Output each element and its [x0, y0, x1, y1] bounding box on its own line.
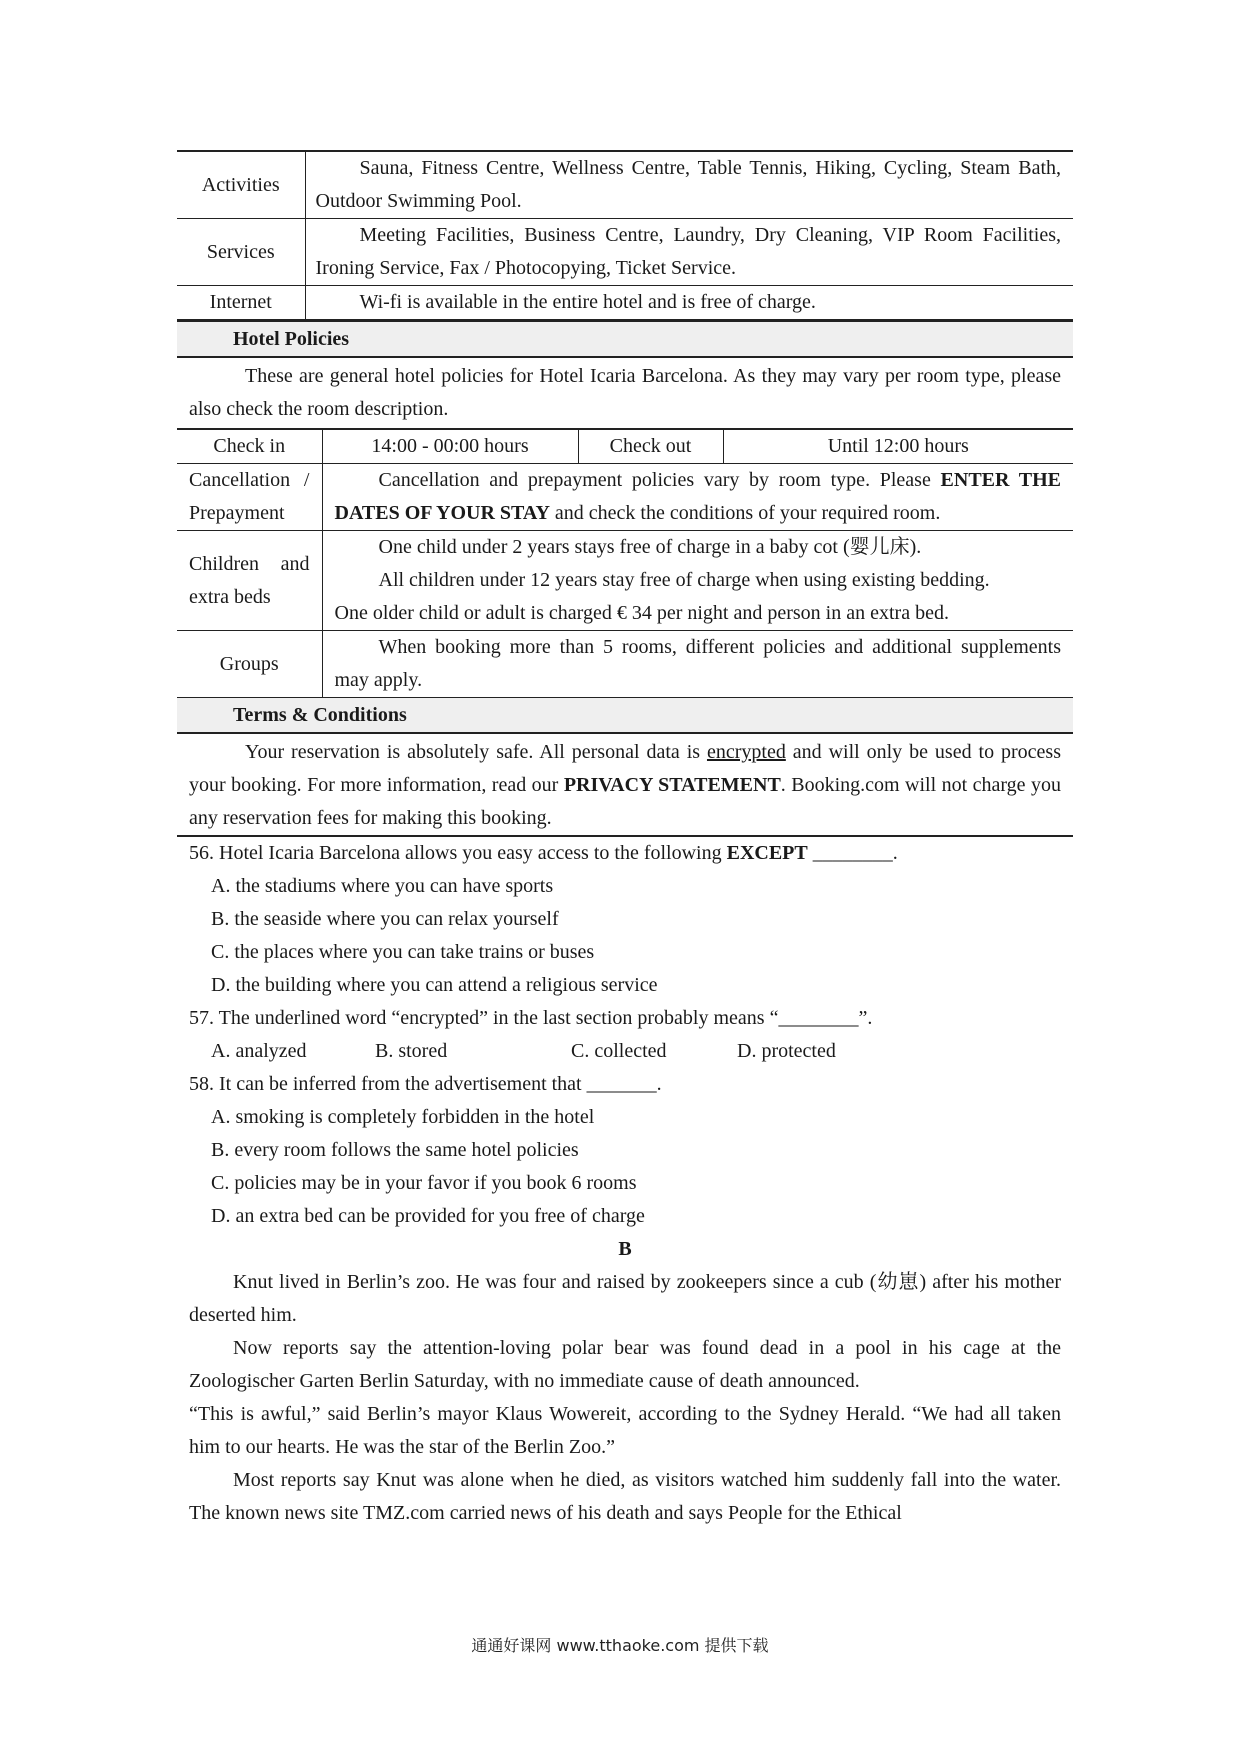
table-row [177, 219, 1073, 286]
cancellation-text: and check the conditions of your required room. [549, 502, 941, 524]
enter-dates-link[interactable]: ENTER THE DATES OF YOUR STAY [334, 469, 1061, 524]
terms-heading: Terms & Conditions [177, 698, 1073, 734]
question-stem: 56. Hotel Icaria Barcelona allows you easy access to the following [189, 842, 727, 864]
children-value [322, 531, 1073, 631]
groups-text: When booking more than 5 rooms, different policies and additional supplements may apply. [334, 636, 1061, 691]
option: B. stored [375, 1040, 448, 1062]
hotel-policies-intro: These are general hotel policies for Hotel Icaria Barcelona. As they may vary per room type, please also check the room description. [189, 365, 1061, 420]
check-out-label: Check out [578, 429, 723, 464]
option: C. policies may be in your favor if you book 6 rooms [211, 1172, 637, 1194]
passage-paragraph: Knut lived in Berlin’s zoo. He was four and raised by zookeepers since a cub (幼崽) after his mother deserted him. [189, 1271, 1061, 1326]
question-56 [189, 837, 1073, 870]
passage-heading: B [618, 1238, 632, 1260]
children-line: One child under 2 years stays free of charge in a baby cot (婴儿床). [378, 536, 922, 558]
check-in-value: 14:00 - 00:00 hours [322, 429, 578, 464]
groups-label: Groups [177, 631, 322, 698]
page-footer: 通通好课网 www.tthaoke.com 提供下载 [471, 1636, 769, 1655]
hotel-policies-heading: Hotel Policies [177, 320, 1073, 358]
facility-label: Services [177, 219, 305, 286]
cancellation-value [322, 464, 1073, 531]
children-line: All children under 12 years stay free of charge when using existing bedding. [378, 569, 990, 591]
table-row [177, 151, 1073, 219]
table-row [177, 464, 1073, 531]
option: A. analyzed [211, 1040, 307, 1062]
check-out-value: Until 12:00 hours [723, 429, 1073, 464]
option: D. an extra bed can be provided for you free of charge [211, 1205, 645, 1227]
option: A. the stadiums where you can have sports [211, 875, 554, 897]
passage-paragraph: “This is awful,” said Berlin’s mayor Klaus Wowereit, according to the Sydney Herald. “We had all taken him to our hearts. He was the star of the Berlin Zoo.” [189, 1403, 1061, 1458]
option: B. every room follows the same hotel policies [211, 1139, 579, 1161]
policies-table [177, 428, 1073, 698]
facility-label: Internet [177, 286, 305, 320]
option: D. protected [737, 1040, 836, 1062]
check-in-label: Check in [177, 429, 322, 464]
option: B. the seaside where you can relax yourself [211, 908, 559, 930]
facility-value: Meeting Facilities, Business Centre, Laundry, Dry Cleaning, VIP Room Facilities, Ironing Service, Fax / Photocopying, Ticket Service. [305, 219, 1073, 286]
groups-value [322, 631, 1073, 698]
passage-paragraph: Most reports say Knut was alone when he died, as visitors watched him suddenly fall into the water. The known news site TMZ.com carried news of his death and says People for the Ethical [189, 1469, 1061, 1524]
exam-page [177, 150, 1073, 1530]
terms-text-part: . Booking.com will not charge you any reservation fees for making this booking. [189, 774, 1062, 829]
question-57: 57. The underlined word “encrypted” in the last section probably means “________”. [189, 1007, 873, 1029]
children-label: Children and extra beds [177, 531, 322, 631]
facility-label: Activities [177, 151, 305, 219]
cancellation-text: Cancellation and prepayment policies vary by room type. Please [378, 469, 941, 491]
terms-text-part: and will only be used to process your booking. For more information, read our [189, 741, 1061, 796]
facility-value: Wi-fi is available in the entire hotel and is free of charge. [305, 286, 1073, 320]
table-row [177, 429, 1073, 464]
question-stem: ________. [807, 842, 898, 864]
table-row [177, 531, 1073, 631]
option: C. collected [571, 1040, 667, 1062]
option: C. the places where you can take trains or buses [211, 941, 595, 963]
children-line: One older child or adult is charged € 34 per night and person in an extra bed. [334, 602, 949, 624]
terms-text-part: Your reservation is absolutely safe. All personal data is [245, 741, 707, 763]
table-row [177, 631, 1073, 698]
questions [177, 837, 1073, 1233]
facility-value: Sauna, Fitness Centre, Wellness Centre, Table Tennis, Hiking, Cycling, Steam Bath, Outdoor Swimming Pool. [305, 151, 1073, 219]
option: D. the building where you can attend a religious service [211, 974, 658, 996]
option: A. smoking is completely forbidden in the hotel [211, 1106, 595, 1128]
options-row [189, 1035, 1073, 1068]
facilities-table [177, 150, 1073, 320]
privacy-statement-link[interactable]: PRIVACY STATEMENT [563, 774, 781, 796]
question-stem-bold: EXCEPT [726, 842, 808, 864]
passage-paragraph: Now reports say the attention-loving polar bear was found dead in a pool in his cage at the Zoologischer Garten Berlin Saturday, with no immediate cause of death announced. [189, 1337, 1061, 1392]
terms-text [177, 734, 1073, 837]
question-58: 58. It can be inferred from the advertisement that _______. [189, 1073, 662, 1095]
encrypted-word: encrypted [706, 741, 786, 763]
table-row [177, 286, 1073, 320]
cancellation-label: Cancellation / Prepayment [177, 464, 322, 531]
passage-b [177, 1266, 1073, 1530]
